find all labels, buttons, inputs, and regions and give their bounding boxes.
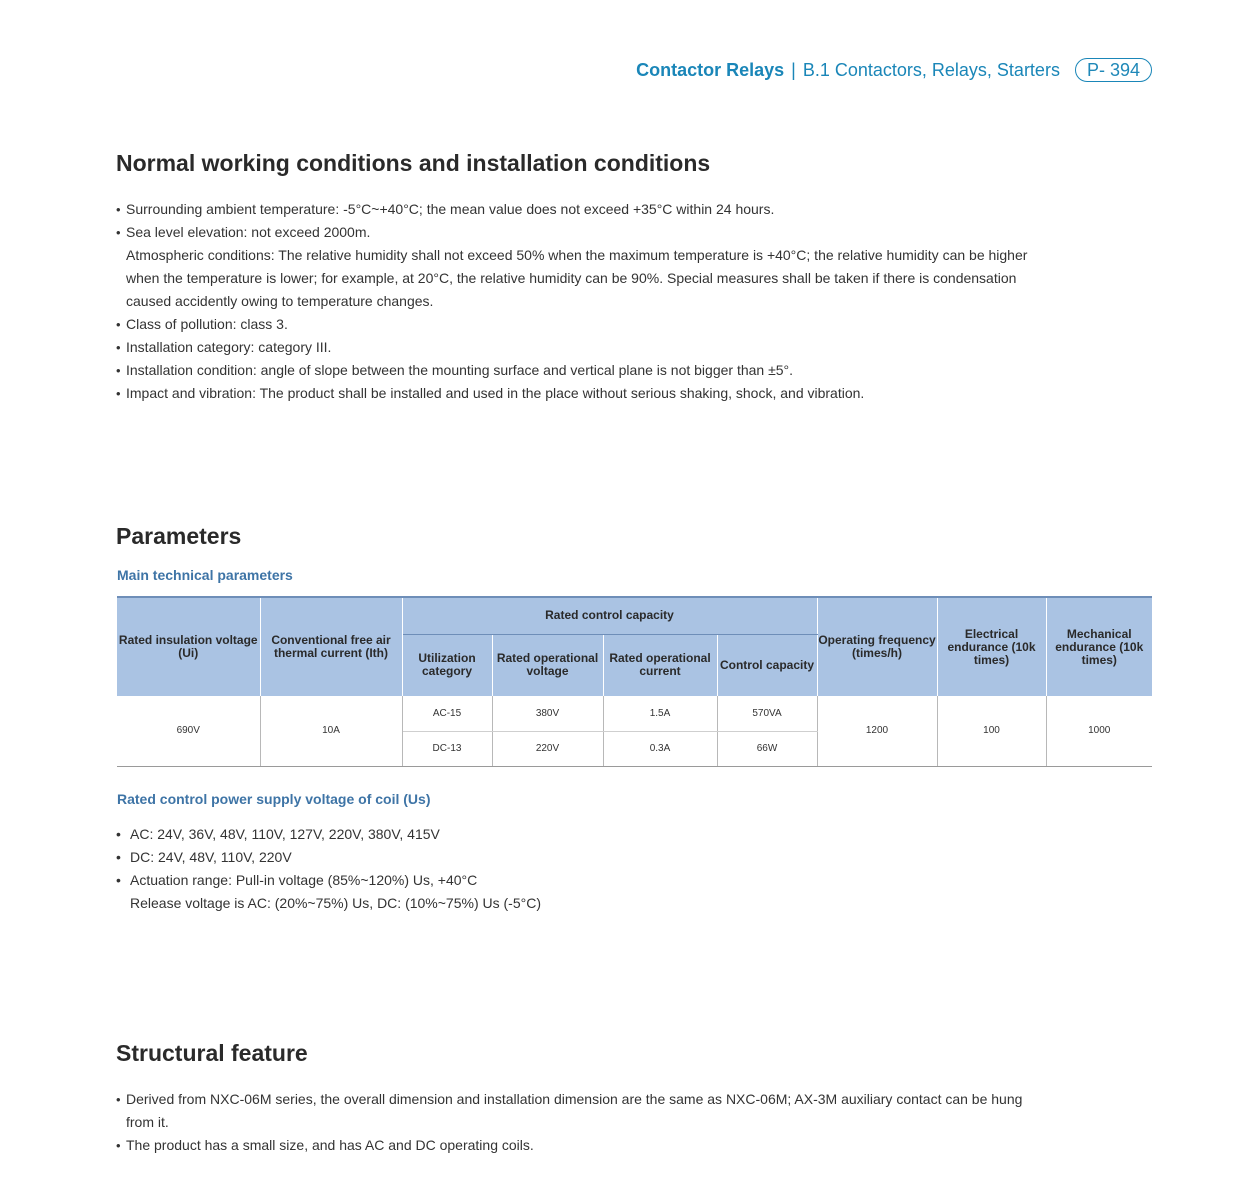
list-item: when the temperature is lower; for example, at 20°C, the relative humidity can be 90%. Special measures shall be taken if there is condensation — [126, 270, 1017, 286]
cell-mechanical-endurance: 1000 — [1046, 696, 1152, 766]
list-item: Release voltage is AC: (20%~75%) Us, DC: (10%~75%) Us (-5°C) — [130, 895, 541, 911]
list-item: • Class of pollution: class 3. — [116, 313, 1056, 336]
parameters-table — [117, 596, 1152, 767]
cell-operating-frequency: 1200 — [817, 696, 937, 766]
cell-current: 0.3A — [603, 731, 717, 766]
header-operating-frequency: Operating frequency (times/h) — [817, 597, 937, 696]
list-item: caused accidently owing to temperature changes. — [126, 293, 434, 309]
header-rated-insulation: Rated insulation voltage (Ui) — [117, 597, 260, 696]
subtitle-main-technical-parameters: Main technical parameters — [117, 567, 293, 583]
header-rated-control-capacity: Rated control capacity — [402, 597, 817, 634]
header-mechanical-endurance: Mechanical endurance (10k times) — [1046, 597, 1152, 696]
page-header — [636, 58, 1152, 82]
list-item: • Actuation range: Pull-in voltage (85%~120%) Us, +40°C — [116, 869, 541, 892]
cell-voltage: 220V — [492, 731, 603, 766]
list-item: • Sea level elevation: not exceed 2000m. — [116, 221, 1056, 244]
cell-category: DC-13 — [402, 731, 492, 766]
cell-electrical-endurance: 100 — [937, 696, 1046, 766]
section-title-structural-feature: Structural feature — [116, 1040, 308, 1066]
header-rated-operational-voltage: Rated operational voltage — [492, 634, 603, 696]
header-rated-operational-current: Rated operational current — [603, 634, 717, 696]
list-item: • Derived from NXC-06M series, the overall dimension and installation dimension are the same as NXC-06M; AX-3M auxiliary contact can be hung — [116, 1088, 1056, 1111]
header-utilization-category: Utilization category — [402, 634, 492, 696]
list-item: • Installation condition: angle of slope between the mounting surface and vertical plane is not bigger than ±5°. — [116, 359, 1056, 382]
cell-conventional-current: 10A — [260, 696, 402, 766]
list-item: • AC: 24V, 36V, 48V, 110V, 127V, 220V, 380V, 415V — [116, 823, 541, 846]
list-item: • Installation category: category III. — [116, 336, 1056, 359]
header-separator: | — [791, 59, 796, 80]
list-item: Atmospheric conditions: The relative humidity shall not exceed 50% when the maximum temperature is +40°C; the relative humidity can be higher — [126, 247, 1028, 263]
subtitle-coil-voltage: Rated control power supply voltage of coil (Us) — [117, 791, 431, 807]
list-item: • DC: 24V, 48V, 110V, 220V — [116, 846, 541, 869]
list-item: • Impact and vibration: The product shall be installed and used in the place without serious shaking, shock, and vibration. — [116, 382, 1056, 405]
coil-voltage-list — [116, 823, 541, 915]
cell-rated-insulation: 690V — [117, 696, 260, 766]
normal-conditions-list — [116, 198, 1056, 405]
header-conventional-free-current: Conventional free air thermal current (Ith) — [260, 597, 402, 696]
list-item: • The product has a small size, and has AC and DC operating coils. — [116, 1134, 1056, 1157]
page-number-badge: P- 394 — [1075, 58, 1152, 82]
cell-capacity: 570VA — [717, 696, 817, 731]
structural-feature-list — [116, 1088, 1056, 1157]
section-name: B.1 Contactors, Relays, Starters — [802, 59, 1060, 80]
cell-current: 1.5A — [603, 696, 717, 731]
section-title-parameters: Parameters — [116, 523, 242, 549]
header-control-capacity: Control capacity — [717, 634, 817, 696]
header-electrical-endurance: Electrical endurance (10k times) — [937, 597, 1046, 696]
cell-voltage: 380V — [492, 696, 603, 731]
table-row — [117, 696, 1152, 731]
list-item: from it. — [126, 1114, 169, 1130]
cell-capacity: 66W — [717, 731, 817, 766]
cell-category: AC-15 — [402, 696, 492, 731]
product-name: Contactor Relays — [636, 59, 785, 80]
section-title-normal-conditions: Normal working conditions and installation conditions — [116, 150, 711, 176]
list-item: • Surrounding ambient temperature: -5°C~+40°C; the mean value does not exceed +35°C within 24 hours. — [116, 198, 1056, 221]
